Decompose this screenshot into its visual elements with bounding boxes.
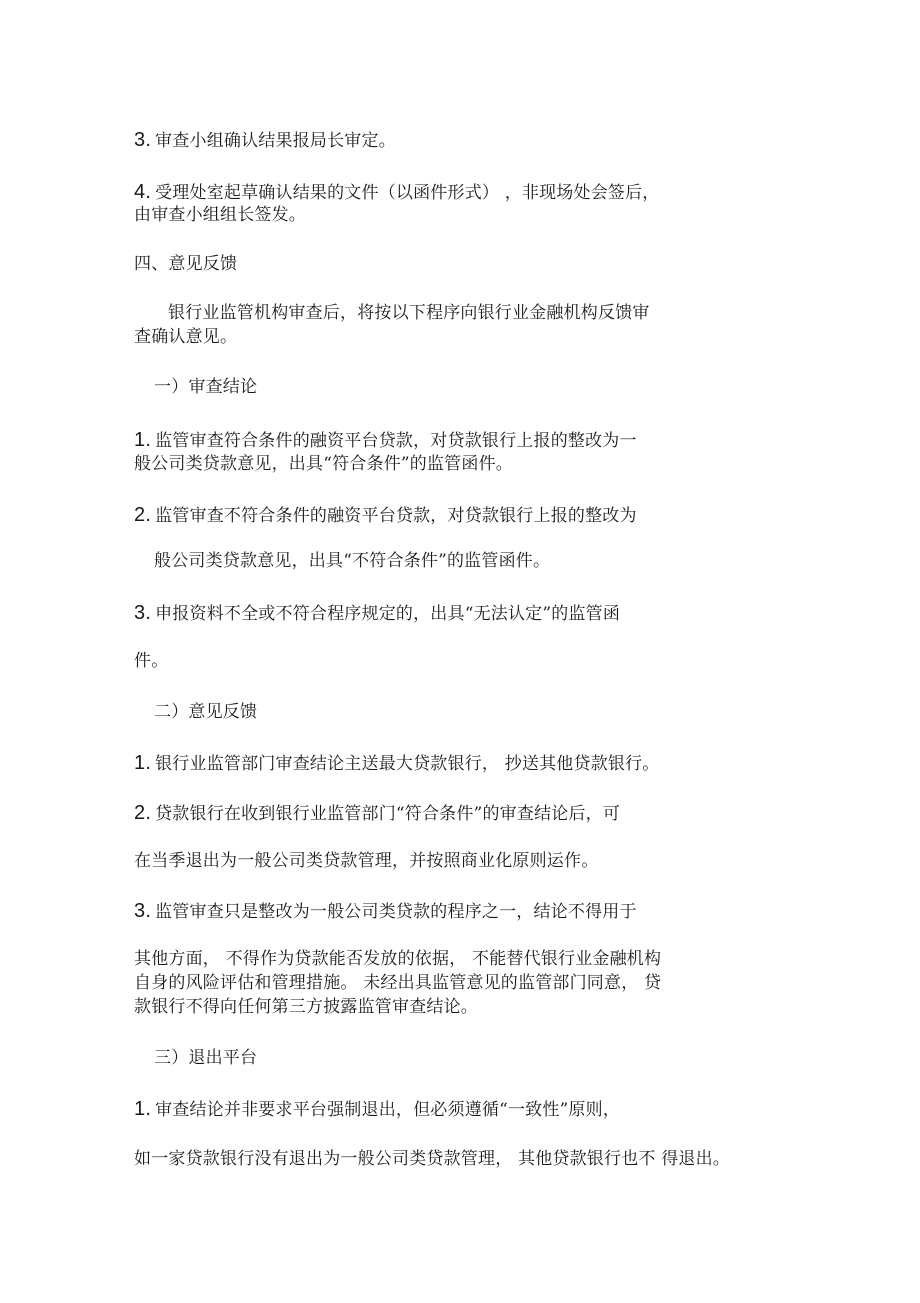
heading-text: 三）退出平台 <box>154 1048 258 1068</box>
line-text: 受理处室起草确认结果的文件（以函件形式） ，非现场处会签后， <box>155 183 660 203</box>
line-text: 其他方面， 不得作为贷款能否发放的依据， 不能替代银行业金融机构 <box>134 949 662 969</box>
heading-text: 一）审查结论 <box>154 377 258 397</box>
line-text: 款银行不得向任何第三方披露监管审查结论。 <box>134 997 478 1017</box>
paragraph-line <box>134 802 620 825</box>
line-text: 银行业监管机构审查后，将按以下程序向银行业金融机构反馈审 <box>168 303 650 323</box>
line-text: 贷款银行在收到银行业监管部门“符合条件”的审查结论后，可 <box>155 804 621 824</box>
subsection-heading <box>154 701 257 723</box>
paragraph-line <box>134 504 637 527</box>
line-text: 监管审查不符合条件的融资平台贷款，对贷款银行上报的整改为 <box>155 506 637 526</box>
heading-text: 四、意见反馈 <box>134 254 238 274</box>
line-text: 申报资料不全或不符合程序规定的，出具“无法认定”的监管函 <box>155 604 621 624</box>
line-text: 般公司类贷款意见，出具“不符合条件”的监管函件。 <box>154 551 551 571</box>
paragraph-line <box>134 429 637 452</box>
line-text: 般公司类贷款意见，出具“符合条件”的监管函件。 <box>134 454 513 474</box>
line-text: 如一家贷款银行没有退出为一般公司类贷款管理， 其他贷款银行也不 得退出。 <box>134 1149 731 1169</box>
item-number: 3. <box>134 602 152 624</box>
subsection-heading <box>154 376 257 398</box>
paragraph-line <box>134 326 237 348</box>
line-text: 审查小组确认结果报局长审定。 <box>155 131 396 151</box>
heading-text: 二）意见反馈 <box>154 702 258 722</box>
paragraph-line <box>134 453 513 475</box>
line-text: 审查结论并非要求平台强制退出，但必须遵循“一致性”原则， <box>155 1100 621 1120</box>
line-text: 监管审查只是整改为一般公司类贷款的程序之一，结论不得用于 <box>155 902 637 922</box>
line-text: 查确认意见。 <box>134 327 238 347</box>
line-text: 由审查小组组长签发。 <box>134 205 306 225</box>
paragraph-line <box>134 181 660 204</box>
item-number: 1. <box>134 429 152 451</box>
line-text: 件。 <box>134 651 169 671</box>
paragraph-line <box>134 1098 620 1121</box>
subsection-heading <box>154 1047 257 1069</box>
paragraph-line <box>134 650 168 672</box>
item-number: 1. <box>134 1098 152 1120</box>
item-number: 4. <box>134 181 152 203</box>
line-text: 自身的风险评估和管理措施。 未经出具监管意见的监管部门同意， 贷 <box>134 973 662 993</box>
paragraph-line <box>134 752 660 775</box>
item-number: 2. <box>134 504 152 526</box>
item-number: 1. <box>134 752 152 774</box>
paragraph-line <box>134 948 661 970</box>
paragraph-line <box>134 204 306 226</box>
paragraph-line <box>134 1148 730 1170</box>
paragraph-line <box>134 602 620 625</box>
paragraph-line <box>154 550 550 572</box>
paragraph-line <box>134 850 598 872</box>
section-heading <box>134 253 237 275</box>
line-text: 在当季退出为一般公司类贷款管理，并按照商业化原则运作。 <box>134 851 599 871</box>
paragraph-line <box>134 900 637 923</box>
paragraph-line <box>134 996 478 1018</box>
paragraph-line <box>168 302 650 324</box>
item-number: 2. <box>134 802 152 824</box>
item-number: 3. <box>134 129 152 151</box>
paragraph-line <box>134 129 396 152</box>
line-text: 银行业监管部门审查结论主送最大贷款银行， 抄送其他贷款银行。 <box>155 754 660 774</box>
line-text: 监管审查符合条件的融资平台贷款，对贷款银行上报的整改为一 <box>155 431 637 451</box>
paragraph-line <box>134 972 661 994</box>
item-number: 3. <box>134 900 152 922</box>
